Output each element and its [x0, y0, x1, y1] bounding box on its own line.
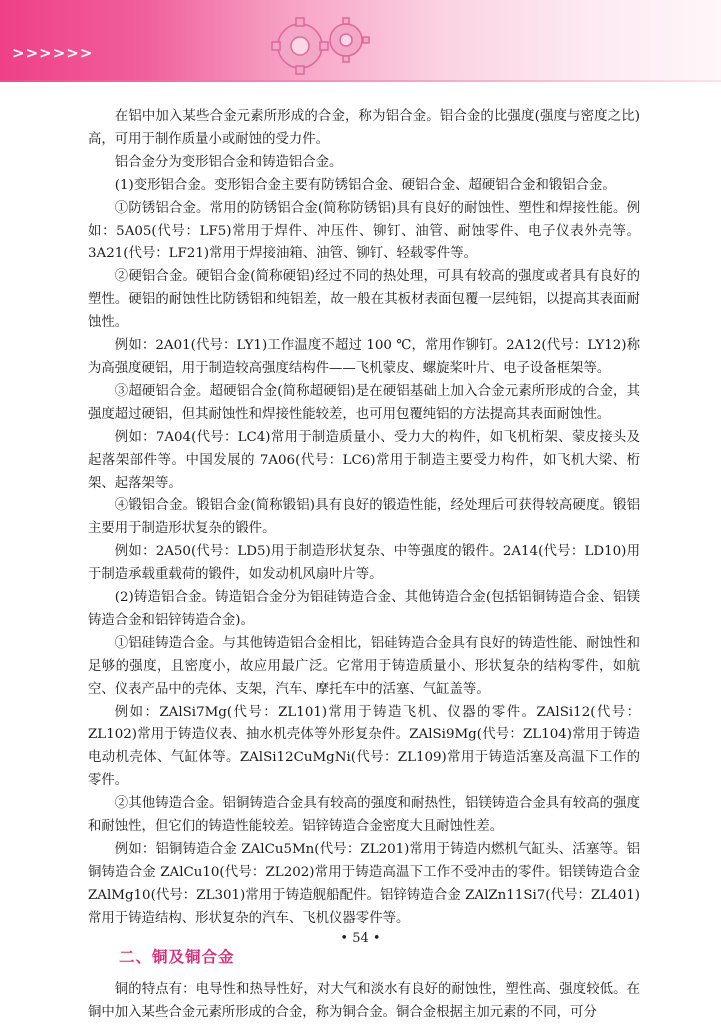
paragraph: (1)变形铝合金。变形铝合金主要有防锈铝合金、硬铝合金、超硬铝合金和锻铝合金。 — [114, 177, 616, 193]
body-text — [88, 106, 640, 1024]
header-divider — [0, 80, 721, 82]
paragraph: 例如：ZAlSi7Mg(代号：ZL101)常用于铸造飞机、仪器的零件。ZAlSi12(代号：ZL102)常用于铸造仪表、抽水机壳体等外形复杂件。ZAlSi9Mg(代号：ZL104)常用于铸造电动机壳体、气缸体等。ZAlSi12CuMgNi(代号：ZL109)常用于铸造活塞及高温下工作的零件。 — [88, 704, 640, 789]
paragraph: 例如：2A50(代号：LD5)用于制造形状复杂、中等强度的锻件。2A14(代号：LD10)用于制造承载重载荷的锻件，如发动机风扇叶片等。 — [88, 544, 640, 583]
paragraph: 在铝中加入某些合金元素所形成的合金，称为铝合金。铝合金的比强度(强度与密度之比)高，可用于制作质量小或耐蚀的受力件。 — [88, 109, 640, 147]
paragraph: 铜的特点有：电导性和热导性好，对大气和淡水有良好的耐蚀性，塑性高、强度较低。在铜中加入某些合金元素所形成的合金，称为铜合金。铜合金根据主加元素的不同，可分 — [88, 981, 640, 1020]
paragraph: (2)铸造铝合金。铸造铝合金分为铝硅铸造合金、其他铸造合金(包括铝铜铸造合金、铝镁铸造合金和铝锌铸造合金)。 — [88, 590, 640, 628]
page-header-banner — [0, 0, 721, 80]
paragraph: ②其他铸造合金。铝铜铸造合金具有较高的强度和耐热性，铝镁铸造合金具有较高的强度和耐蚀性，但它们的铸造性能较差。铝锌铸造合金密度大且耐蚀性差。 — [88, 796, 640, 835]
paragraph: 例如：铝铜铸造合金 ZAlCu5Mn(代号：ZL201)常用于铸造内燃机气缸头、活塞等。铝铜铸造合金 ZAlCu10(代号：ZL202)常用于铸造高温下工作不受冲击的零件。铝镁铸造合金 ZAlMg10(代号：ZL301)常用于铸造舰船配件。铝锌铸造合金 ZAlZn11Si7(代号：ZL401)常用于铸造结构、形状复杂的汽车、飞机仪器零件等。 — [88, 842, 640, 926]
paragraph: ①铝硅铸造合金。与其他铸造铝合金相比，铝硅铸造合金具有良好的铸造性能、耐蚀性和足够的强度，且密度小，故应用最广泛。它常用于铸造质量小、形状复杂的结构零件，如航空、仪表产品中的壳体、支架，汽车、摩托车中的活塞、气缸盖等。 — [88, 635, 640, 697]
paragraph: 铝合金分为变形铝合金和铸造铝合金。 — [114, 154, 343, 170]
chevron-decoration: >>>>>> — [12, 44, 94, 62]
section-heading: 二、铜及铜合金 — [119, 947, 235, 966]
paragraph: 例如：2A01(代号：LY1)工作温度不超过 100 ℃，常用作铆钉。2A12(代号：LY12)称为高强度硬铝，用于制造较高强度结构件——飞机蒙皮、螺旋桨叶片、电子设备框架等。 — [88, 338, 640, 376]
paragraph: ④锻铝合金。锻铝合金(简称锻铝)具有良好的锻造性能，经处理后可获得较高硬度。锻铝主要用于制造形状复杂的锻件。 — [88, 498, 640, 537]
paragraph: ③超硬铝合金。超硬铝合金(简称超硬铝)是在硬铝基础上加入合金元素所形成的合金，其强度超过硬铝，但其耐蚀性和焊接性能较差，也可用包覆纯铝的方法提高其表面耐蚀性。 — [88, 383, 640, 422]
paragraph: ②硬铝合金。硬铝合金(简称硬铝)经过不同的热处理，可具有较高的强度或者具有良好的塑性。硬铝的耐蚀性比防锈铝和纯铝差，故一般在其板材表面包覆一层纯铝，以提高其表面耐蚀性。 — [88, 269, 640, 331]
paragraph: 例如：7A04(代号：LC4)常用于制造质量小、受力大的构件，如飞机桁架、蒙皮接头及起落架部件等。中国发展的 7A06(代号：LC6)常用于制造主要受力构件，如飞机大梁、桁架、起落架等。 — [88, 429, 640, 491]
page-number: • 54 • — [340, 931, 381, 946]
paragraph: ①防锈铝合金。常用的防锈铝合金(简称防锈铝)具有良好的耐蚀性、塑性和焊接性能。例如：5A05(代号：LF5)常用于焊件、冲压件、铆钉、油管、耐蚀零件、电子仪表外壳等。3A21(代号：LF21)常用于焊接油箱、油管、铆钉、轻载零件等。 — [88, 200, 640, 262]
gear-icon — [262, 12, 382, 78]
